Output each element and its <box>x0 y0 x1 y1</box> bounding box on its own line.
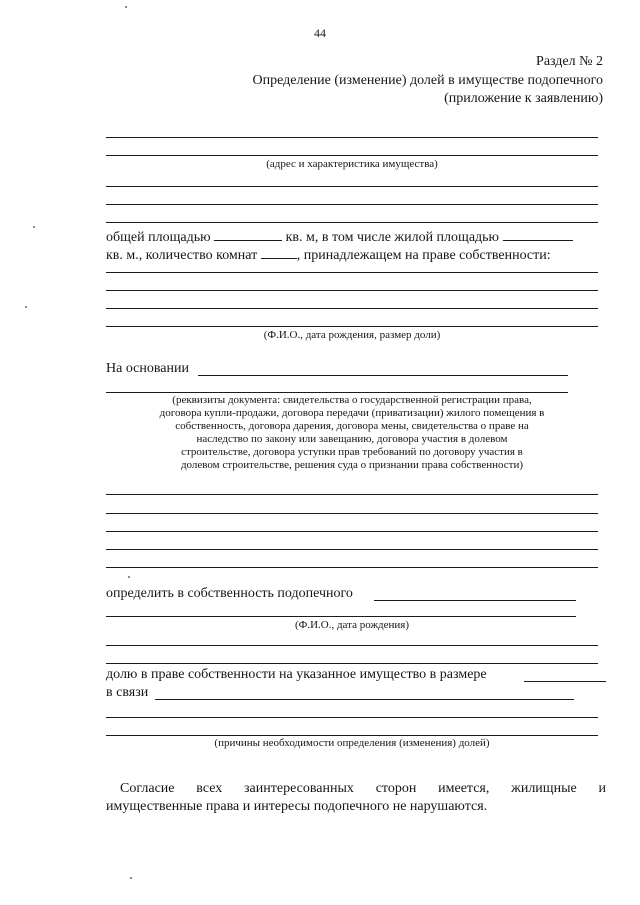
rooms-label: кв. м., количество комнат <box>106 248 258 263</box>
basis-caption-line: договора купли-продажи, договора передачи (приватизации) жилого помещения в <box>159 407 545 419</box>
basis-detail-line-1 <box>106 494 598 495</box>
scan-speck <box>25 306 27 308</box>
basis-line-1[interactable] <box>198 375 568 376</box>
ownership-label: , принадлежащем на праве собственности: <box>296 248 551 263</box>
ward-line-2[interactable] <box>106 616 576 617</box>
consent-line-1: Согласие всех заинтересованных сторон имеется, жилищные и <box>120 781 606 796</box>
because-line[interactable] <box>155 699 574 700</box>
basis-line-2[interactable] <box>106 392 568 393</box>
form-subtitle: (приложение к заявлению) <box>444 91 603 106</box>
reason-line-1 <box>106 717 598 718</box>
scan-speck <box>130 877 132 879</box>
ward-caption: (Ф.И.О., дата рождения) <box>294 619 410 631</box>
property-line-5 <box>106 222 598 223</box>
reason-line-2 <box>106 735 598 736</box>
property-line-1 <box>106 137 598 138</box>
because-label: в связи <box>106 685 149 700</box>
owner-caption: (Ф.И.О., дата рождения, размер доли) <box>263 329 441 341</box>
consent-paragraph <box>106 781 606 815</box>
basis-detail-line-2 <box>106 513 598 514</box>
basis-caption-line: (реквизиты документа: свидетельства о государственной регистрации права, <box>172 394 532 406</box>
ward-label: определить в собственность подопечного <box>106 586 353 601</box>
basis-caption-line: долевом строительстве, решения суда о признании права собственности) <box>180 459 524 471</box>
owner-line-3 <box>106 308 598 309</box>
section-number: Раздел № 2 <box>536 54 603 69</box>
property-caption: (адрес и характеристика имущества) <box>266 158 438 170</box>
ward-line-4 <box>106 663 598 664</box>
area-field-row <box>106 228 573 246</box>
page-number: 44 <box>314 26 326 40</box>
property-line-4 <box>106 204 598 205</box>
basis-caption-line: строительстве, договора уступки прав требований по договору участия в <box>181 446 523 458</box>
living-area-label: кв. м, в том числе жилой площадью <box>285 230 500 245</box>
share-label: долю в праве собственности на указанное имущество в размере <box>106 667 487 682</box>
property-line-3 <box>106 186 598 187</box>
basis-caption <box>106 394 598 472</box>
owner-line-2 <box>106 290 598 291</box>
property-line-2 <box>106 155 598 156</box>
owner-line-4 <box>106 326 598 327</box>
living-area-blank[interactable] <box>503 228 573 241</box>
basis-detail-line-3 <box>106 531 598 532</box>
basis-label: На основании <box>106 361 189 376</box>
ward-line-3 <box>106 645 598 646</box>
basis-detail-line-4 <box>106 549 598 550</box>
consent-line-2: имущественные права и интересы подопечного не нарушаются. <box>106 799 488 814</box>
reasons-caption: (причины необходимости определения (изменения) долей) <box>214 737 490 749</box>
basis-detail-line-5 <box>106 567 598 568</box>
scan-speck <box>125 6 127 8</box>
owner-line-1 <box>106 272 598 273</box>
total-area-blank[interactable] <box>214 228 282 241</box>
total-area-label: общей площадью <box>106 230 211 245</box>
basis-caption-line: наследство по закону или завещанию, договора участия в долевом <box>196 433 508 445</box>
scan-speck <box>128 576 130 578</box>
ward-line-1[interactable] <box>374 600 576 601</box>
form-title: Определение (изменение) долей в имуществе подопечного <box>252 73 603 88</box>
rooms-field-row <box>106 246 551 264</box>
rooms-blank[interactable] <box>261 246 297 259</box>
scan-speck <box>33 226 35 228</box>
basis-caption-line: собственность, договора дарения, договора мены, свидетельства о праве на <box>175 420 529 432</box>
share-size-blank[interactable] <box>524 681 606 682</box>
